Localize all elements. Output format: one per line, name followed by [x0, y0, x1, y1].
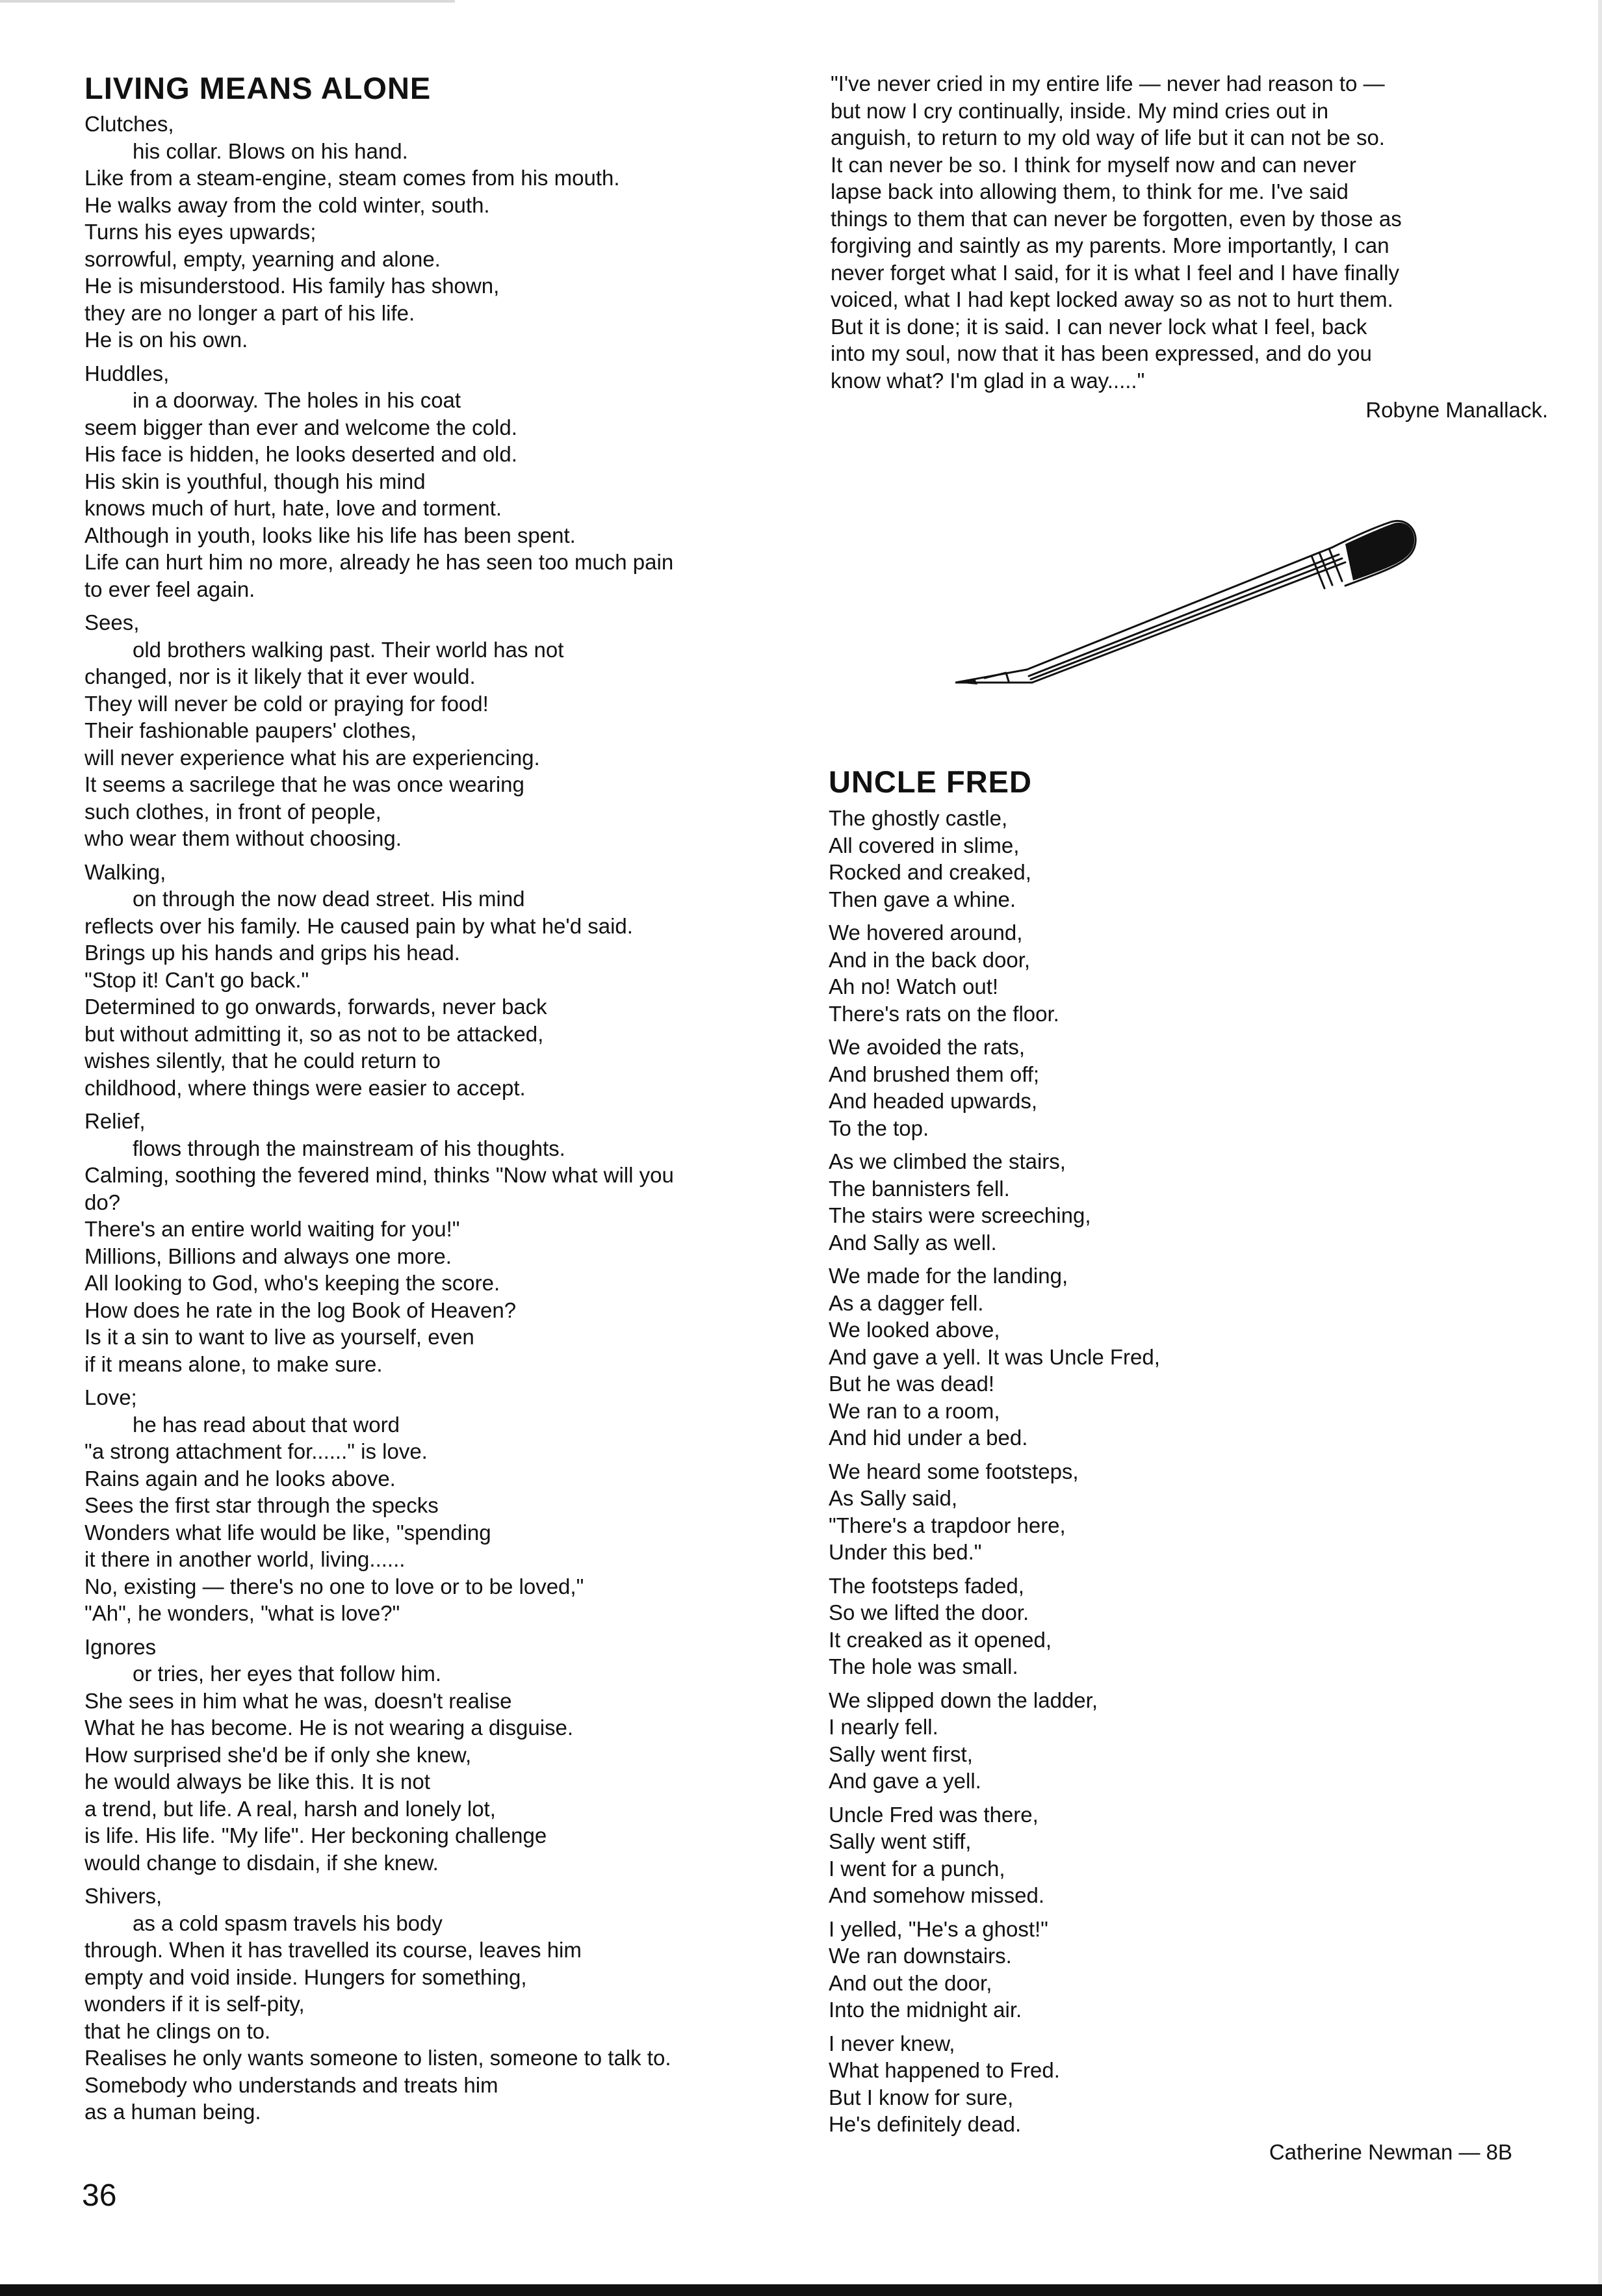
- right-column: [831, 70, 1558, 424]
- poem-line: We ran downstairs.: [829, 1944, 1012, 1968]
- poem-line: such clothes, in front of people,: [84, 799, 381, 824]
- poem-line: I yelled, "He's a ghost!": [829, 1916, 1048, 1941]
- poem-line: a trend, but life. A real, harsh and lonely lot,: [84, 1796, 496, 1821]
- poem-line: And somehow missed.: [829, 1883, 1044, 1907]
- stanza: [84, 609, 819, 852]
- poem-line: through. When it has travelled its course, leaves him: [84, 1938, 582, 1962]
- poem-line: She sees in him what he was, doesn't realise: [84, 1688, 512, 1713]
- quote-line: into my soul, now that it has been expressed, and do you: [831, 341, 1372, 365]
- stanza: [84, 360, 819, 603]
- poem-line: We ran to a room,: [829, 1398, 1000, 1423]
- poem-line: Calming, soothing the fevered mind, thinks "Now what will you: [84, 1163, 674, 1187]
- poem-line: Is it a sin to want to live as yourself, even: [84, 1325, 474, 1349]
- poem-line: Realises he only wants someone to listen, someone to talk to.: [84, 2046, 671, 2070]
- stanza: [829, 1458, 1284, 1566]
- poem-line: We avoided the rats,: [829, 1035, 1026, 1059]
- poem-line: So we lifted the door.: [829, 1600, 1029, 1624]
- poem-line: Then gave a whine.: [829, 887, 1016, 911]
- poem-line: sorrowful, empty, yearning and alone.: [84, 246, 441, 271]
- poem-line: if it means alone, to make sure.: [84, 1351, 383, 1376]
- poem-line: "There's a trapdoor here,: [829, 1513, 1066, 1537]
- quote-line: things to them that can never be forgotten, even by those as: [831, 206, 1402, 231]
- poem-line: I never knew,: [829, 2031, 955, 2055]
- stanza: [829, 1262, 1284, 1452]
- poem-line: Like from a steam-engine, steam comes from his mouth.: [84, 166, 620, 190]
- poem-line: will never experience what his are experiencing.: [84, 745, 540, 770]
- poem-line: he would always be like this. It is not: [84, 1769, 430, 1794]
- poem-line: seem bigger than ever and welcome the cold.: [84, 415, 517, 439]
- poem-line: knows much of hurt, hate, love and torment.: [84, 496, 502, 520]
- poem-line: Somebody who understands and treats him: [84, 2072, 498, 2097]
- poem-line: As Sally said,: [829, 1486, 958, 1510]
- poem-line: He walks away from the cold winter, south.: [84, 192, 490, 217]
- author-robyne-manallack: Robyne Manallack.: [1365, 398, 1548, 422]
- poem-line: Their fashionable paupers' clothes,: [84, 718, 417, 742]
- scan-edge-right: [1598, 0, 1602, 2296]
- stanza: [829, 1148, 1284, 1256]
- poem-line: We hovered around,: [829, 920, 1023, 945]
- poem-line: Relief,: [84, 1109, 146, 1133]
- poem-line: He's definitely dead.: [829, 2112, 1022, 2136]
- poem-line: As a dagger fell.: [829, 1290, 984, 1315]
- poem-title-uncle-fred: UNCLE FRED: [829, 764, 1032, 799]
- poem-line: they are no longer a part of his life.: [84, 300, 415, 325]
- poem-line: His face is hidden, he looks deserted and old.: [84, 442, 517, 466]
- poem-line: And out the door,: [829, 1970, 992, 1995]
- poem-line: To the top.: [829, 1115, 929, 1140]
- poem-line: His skin is youthful, though his mind: [84, 469, 426, 493]
- poem-line: We made for the landing,: [829, 1264, 1068, 1288]
- poem-line: And in the back door,: [829, 947, 1031, 972]
- stanza: [829, 919, 1284, 1027]
- poem-line: All looking to God, who's keeping the score.: [84, 1271, 500, 1295]
- poem-line: The ghostly castle,: [829, 806, 1008, 830]
- poem-line: in a doorway. The holes in his coat: [133, 388, 461, 412]
- poem-line: on through the now dead street. His mind: [133, 887, 525, 911]
- quote-line: forgiving and saintly as my parents. More importantly, I can: [831, 233, 1389, 257]
- quote-line: but now I cry continually, inside. My mind cries out in: [831, 98, 1329, 123]
- poem-line: And hid under a bed.: [829, 1426, 1028, 1450]
- poem-line: that he clings on to.: [84, 2018, 271, 2043]
- poem-line: Love;: [84, 1385, 137, 1409]
- quote-line: voiced, what I had kept locked away so as not to hurt them.: [831, 287, 1393, 311]
- poem-line: flows through the mainstream of his thoughts.: [133, 1136, 565, 1160]
- poem-line: Clutches,: [84, 112, 174, 136]
- stanza: [84, 1883, 819, 2126]
- left-column: [84, 70, 819, 2132]
- poem-line: Huddles,: [84, 361, 170, 385]
- poem-line: But I know for sure,: [829, 2085, 1014, 2109]
- poem-line: Millions, Billions and always one more.: [84, 1244, 452, 1268]
- poem-line: And headed upwards,: [829, 1089, 1038, 1113]
- poem-line: I nearly fell.: [829, 1715, 938, 1739]
- stanza: [829, 1687, 1284, 1795]
- poem-line: And brushed them off;: [829, 1062, 1040, 1086]
- poem-line: Under this bed.": [829, 1540, 982, 1564]
- stanza: [829, 805, 1284, 913]
- poem-line: Sally went first,: [829, 1742, 973, 1766]
- poem-line: We looked above,: [829, 1318, 1000, 1342]
- poem-line: We slipped down the ladder,: [829, 1688, 1098, 1712]
- poem-line: Ignores: [84, 1634, 157, 1659]
- poem-line: It creaked as it opened,: [829, 1627, 1052, 1652]
- poem-line: The footsteps faded,: [829, 1573, 1024, 1598]
- poem-living-means-alone: [84, 111, 819, 2126]
- poem-line: I went for a punch,: [829, 1856, 1005, 1881]
- stanza: [84, 1384, 819, 1627]
- poem-line: as a human being.: [84, 2100, 261, 2124]
- poem-line: What happened to Fred.: [829, 2058, 1060, 2082]
- poem-line: They will never be cold or praying for food!: [84, 691, 489, 716]
- quote-line: But it is done; it is said. I can never lock what I feel, back: [831, 314, 1367, 339]
- poem-line: old brothers walking past. Their world has not: [133, 637, 564, 662]
- poem-line: And gave a yell.: [829, 1769, 981, 1793]
- stanza: [84, 1108, 819, 1377]
- poem-line: The stairs were screeching,: [829, 1203, 1091, 1227]
- poem-line: but without admitting it, so as not to be attacked,: [84, 1021, 544, 1046]
- poem-line: And gave a yell. It was Uncle Fred,: [829, 1344, 1160, 1369]
- poem-line: empty and void inside. Hungers for something,: [84, 1964, 527, 1989]
- poem-line: All covered in slime,: [829, 833, 1020, 857]
- poem-line: It seems a sacrilege that he was once wearing: [84, 772, 524, 796]
- poem-line: Uncle Fred was there,: [829, 1802, 1039, 1827]
- poem-line: to ever feel again.: [84, 577, 255, 601]
- poem-line: "a strong attachment for......" is love.: [84, 1439, 428, 1463]
- poem-line: There's an entire world waiting for you!": [84, 1217, 460, 1241]
- stanza: [84, 111, 819, 354]
- poem-line: he has read about that word: [133, 1412, 400, 1437]
- stanza: [829, 1916, 1284, 2024]
- poem-line: We heard some footsteps,: [829, 1459, 1079, 1483]
- poem-line: What he has become. He is not wearing a disguise.: [84, 1715, 574, 1740]
- poem-line: How does he rate in the log Book of Heaven?: [84, 1298, 517, 1322]
- poem-line: his collar. Blows on his hand.: [133, 138, 408, 163]
- poem-line: As we climbed the stairs,: [829, 1149, 1066, 1173]
- poem-line: "Stop it! Can't go back.": [84, 967, 309, 992]
- poem-line: wonders if it is self-pity,: [84, 1992, 305, 2016]
- poem-line: do?: [84, 1190, 121, 1214]
- quote-line: lapse back into allowing them, to think for me. I've said: [831, 179, 1349, 203]
- poem-line: or tries, her eyes that follow him.: [133, 1662, 442, 1686]
- stanza: [829, 1572, 1284, 1680]
- poem-line: reflects over his family. He caused pain by what he'd said.: [84, 913, 633, 938]
- quote-paragraph: [831, 70, 1558, 394]
- poem-line: Turns his eyes upwards;: [84, 220, 317, 244]
- poem-line: Brings up his hands and grips his head.: [84, 941, 460, 965]
- poem-line: Life can hurt him no more, already he has seen too much pain: [84, 550, 674, 574]
- poem-line: But he was dead!: [829, 1372, 995, 1396]
- quote-line: "I've never cried in my entire life — never had reason to —: [831, 72, 1385, 96]
- poem-line: Although in youth, looks like his life has been spent.: [84, 523, 576, 547]
- poem-line: Wonders what life would be like, "spending: [84, 1520, 491, 1545]
- stanza: [84, 859, 819, 1102]
- poem-line: is life. His life. "My life". Her beckoning challenge: [84, 1823, 547, 1847]
- author-catherine-newman: Catherine Newman — 8B: [1269, 2140, 1512, 2164]
- poem-line: He is misunderstood. His family has shown,: [84, 274, 500, 298]
- poem-line: Into the midnight air.: [829, 1998, 1022, 2022]
- poem-line: There's rats on the floor.: [829, 1001, 1059, 1026]
- poem-line: Sees the first star through the specks: [84, 1493, 439, 1517]
- quote-line: never forget what I said, for it is what I feel and I have finally: [831, 260, 1399, 285]
- poem-line: Shivers,: [84, 1884, 162, 1908]
- poem-line: would change to disdain, if she knew.: [84, 1850, 439, 1875]
- stanza: [829, 2030, 1284, 2138]
- poem-line: And Sally as well.: [829, 1230, 997, 1255]
- poem-line: The bannisters fell.: [829, 1176, 1010, 1201]
- stanza: [829, 1034, 1284, 1141]
- poem-line: as a cold spasm travels his body: [133, 1911, 443, 1935]
- poem-line: The hole was small.: [829, 1654, 1018, 1678]
- poem-line: Determined to go onwards, forwards, never back: [84, 995, 547, 1019]
- poem-line: He is on his own.: [84, 328, 248, 352]
- poem-line: Sally went stiff,: [829, 1829, 972, 1853]
- poem-line: No, existing — there's no one to love or to be loved,": [84, 1574, 584, 1598]
- poem-uncle-fred: [829, 805, 1284, 2145]
- poem-line: wishes silently, that he could return to: [84, 1049, 441, 1073]
- quote-line: anguish, to return to my old way of life but it can not be so.: [831, 125, 1385, 150]
- scan-edge-top: [0, 0, 455, 3]
- poem-line: childhood, where things were easier to accept.: [84, 1075, 526, 1100]
- pencil-icon: [955, 497, 1423, 692]
- poem-line: How surprised she'd be if only she knew,: [84, 1742, 472, 1767]
- poem-line: who wear them without choosing.: [84, 826, 402, 850]
- page-number: 36: [82, 2178, 117, 2213]
- poem-line: Sees,: [84, 610, 140, 634]
- stanza: [829, 1801, 1284, 1909]
- scan-edge-bottom: [0, 2284, 1602, 2296]
- poem-line: Ah no! Watch out!: [829, 974, 999, 998]
- poem-line: changed, nor is it likely that it ever would.: [84, 664, 476, 688]
- stanza: [84, 1634, 819, 1877]
- quote-line: It can never be so. I think for myself now and can never: [831, 152, 1356, 177]
- poem-line: Walking,: [84, 859, 166, 884]
- poem-line: "Ah", he wonders, "what is love?": [84, 1601, 400, 1625]
- poem-line: it there in another world, living......: [84, 1547, 406, 1571]
- poem-line: Rocked and creaked,: [829, 860, 1031, 884]
- poem-line: Rains again and he looks above.: [84, 1466, 396, 1491]
- poem-title-living-means-alone: LIVING MEANS ALONE: [84, 71, 432, 105]
- quote-line: know what? I'm glad in a way.....": [831, 368, 1145, 393]
